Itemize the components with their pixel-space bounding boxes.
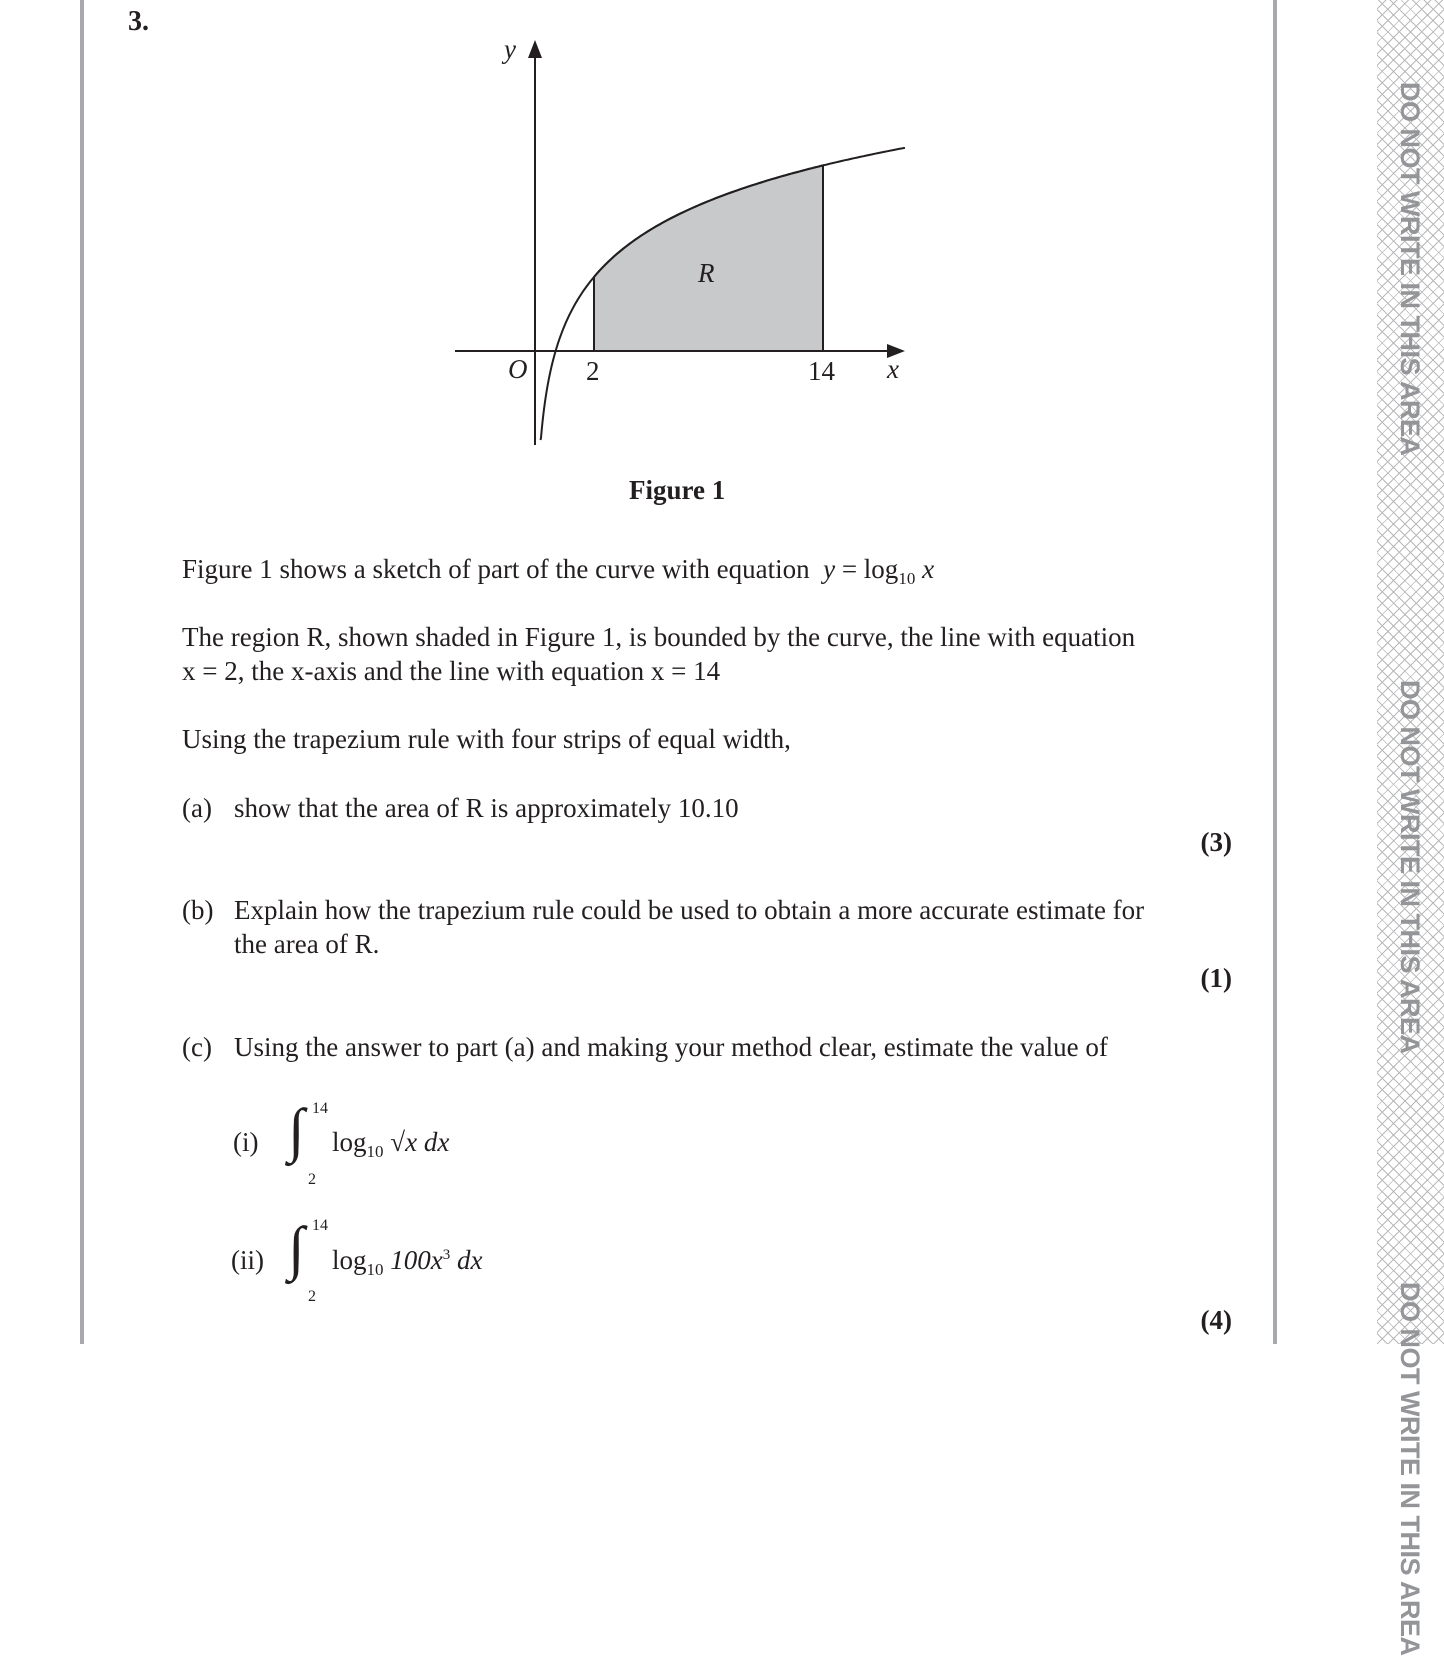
region-text-2: x = 2, the x-axis and the line with equation x = 14 [182, 656, 721, 686]
lower-limit: 2 [308, 1288, 316, 1305]
part-a-text: show that the area of R is approximately 10.10 [234, 793, 739, 823]
integral-sign: ∫ [288, 1097, 305, 1163]
origin-label: O [508, 354, 528, 384]
part-c-label: (c) [182, 1032, 212, 1062]
part-b-label: (b) [182, 895, 214, 925]
part-cii-label: (ii) [231, 1245, 264, 1275]
integral-sign: ∫ [288, 1215, 305, 1281]
margin-warning: DO NOT WRITE IN THIS AREA [1395, 1282, 1425, 1656]
part-ci-label: (i) [233, 1127, 259, 1157]
part-c-marks: (4) [1200, 1305, 1232, 1335]
part-cii-integrand: $\log_{10} 100x^3$ dx [332, 1245, 483, 1279]
tick-label-2: 2 [586, 356, 600, 386]
region-text-1: The region R, shown shaded in Figure 1, is bounded by the curve, the line with equation [182, 622, 1136, 652]
lower-limit: 2 [308, 1171, 316, 1188]
region-label: R [698, 258, 715, 288]
y-axis-arrow [528, 40, 542, 58]
upper-limit: 14 [312, 1217, 328, 1234]
part-b-text-1: Explain how the trapezium rule could be used to obtain a more accurate estimate for [234, 895, 1145, 925]
part-b-text-2: the area of R. [234, 929, 380, 959]
upper-limit: 14 [312, 1100, 328, 1117]
x-axis-label: x [887, 354, 899, 384]
figure-caption: Figure 1 [629, 475, 726, 505]
part-a-label: (a) [182, 793, 212, 823]
part-c-text: Using the answer to part (a) and making your method clear, estimate the value of [234, 1032, 1108, 1062]
question-number: 3. [128, 6, 149, 37]
part-b-marks: (1) [1200, 963, 1232, 993]
part-ci-integrand: $\log_{10} √x$ dx [332, 1127, 450, 1161]
trapezium-text: Using the trapezium rule with four strips of equal width, [182, 724, 791, 754]
y-axis-label: y [504, 34, 516, 64]
figure-1 [0, 0, 1444, 520]
part-a-marks: (3) [1200, 827, 1232, 857]
tick-label-14: 14 [808, 356, 835, 386]
margin-warning: DO NOT WRITE IN THIS AREA [1395, 680, 1425, 1054]
margin-warning: DO NOT WRITE IN THIS AREA [1395, 82, 1425, 456]
intro-text: Figure 1 shows a sketch of part of the curve with equation $y = \log_{10} x$ [182, 554, 935, 588]
